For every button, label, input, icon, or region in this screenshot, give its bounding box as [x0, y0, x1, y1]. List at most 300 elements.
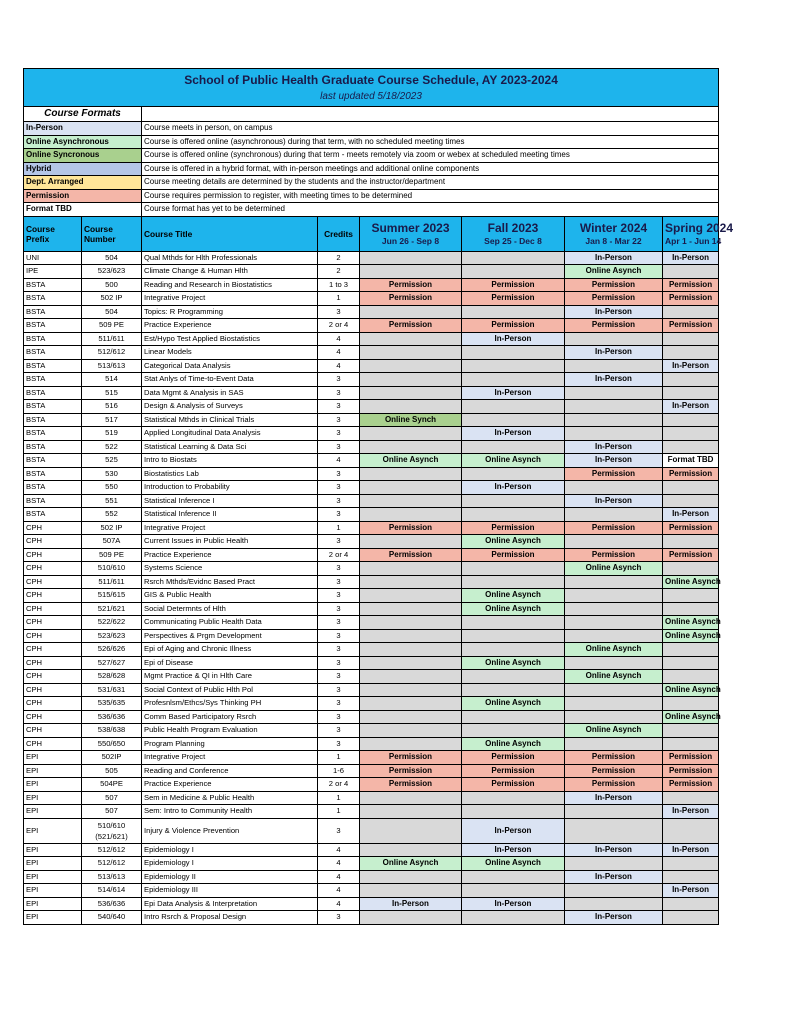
- term-offering-cell: [565, 710, 663, 724]
- format-name: Online Syncronous: [24, 149, 142, 163]
- term-offering-cell: Online Asynch: [565, 562, 663, 576]
- course-credits: 1: [318, 805, 360, 819]
- course-credits: 1: [318, 791, 360, 805]
- term-offering-cell: Online Asynch: [360, 857, 462, 871]
- course-title: Reading and Research in Biostatistics: [142, 278, 318, 292]
- term-offering-cell: [565, 589, 663, 603]
- course-prefix: CPH: [24, 697, 82, 711]
- course-number: 511/611: [82, 332, 142, 346]
- term-offering-cell: [360, 481, 462, 495]
- course-credits: 3: [318, 305, 360, 319]
- course-prefix: IPE: [24, 265, 82, 279]
- course-title: Statistical Mthds in Clinical Trials: [142, 413, 318, 427]
- course-title: Epidemiology II: [142, 870, 318, 884]
- term-offering-cell: Permission: [360, 278, 462, 292]
- term-offering-cell: [360, 805, 462, 819]
- course-number: 521/621: [82, 602, 142, 616]
- term-offering-cell: Online Asynch: [462, 656, 565, 670]
- course-prefix: BSTA: [24, 292, 82, 306]
- term-offering-cell: [663, 346, 719, 360]
- term-header: [360, 216, 462, 251]
- term-offering-cell: Permission: [462, 778, 565, 792]
- term-offering-cell: In-Person: [663, 251, 719, 265]
- course-credits: 1: [318, 292, 360, 306]
- term-offering-cell: [663, 494, 719, 508]
- course-prefix: CPH: [24, 602, 82, 616]
- term-name: Summer 2023: [371, 220, 450, 235]
- term-offering-cell: [360, 346, 462, 360]
- term-offering-cell: [565, 332, 663, 346]
- term-offering-cell: Permission: [565, 778, 663, 792]
- course-credits: 1: [318, 751, 360, 765]
- course-credits: 3: [318, 683, 360, 697]
- term-offering-cell: Permission: [360, 764, 462, 778]
- course-number: 509 PE: [82, 319, 142, 333]
- course-credits: 1 to 3: [318, 278, 360, 292]
- term-offering-cell: [360, 332, 462, 346]
- course-title: Epidemiology III: [142, 884, 318, 898]
- term-offering-cell: [360, 589, 462, 603]
- course-prefix: BSTA: [24, 481, 82, 495]
- term-offering-cell: [360, 629, 462, 643]
- term-offering-cell: [360, 710, 462, 724]
- term-offering-cell: [565, 508, 663, 522]
- course-row: [24, 870, 719, 884]
- course-number: 513/613: [82, 870, 142, 884]
- term-offering-cell: [663, 481, 719, 495]
- term-offering-cell: [462, 791, 565, 805]
- course-title: Linear Models: [142, 346, 318, 360]
- term-offering-cell: [462, 413, 565, 427]
- course-number: 507: [82, 805, 142, 819]
- course-number: 536/636: [82, 897, 142, 911]
- term-offering-cell: [360, 670, 462, 684]
- term-offering-cell: [462, 616, 565, 630]
- term-offering-cell: [360, 467, 462, 481]
- term-offering-cell: Online Asynch: [462, 737, 565, 751]
- course-number: 523/623: [82, 629, 142, 643]
- course-credits: 3: [318, 427, 360, 441]
- course-title: Communicating Public Health Data: [142, 616, 318, 630]
- course-row: [24, 710, 719, 724]
- course-number: 540/640: [82, 911, 142, 925]
- course-number: 513/613: [82, 359, 142, 373]
- course-number: 512/612: [82, 346, 142, 360]
- course-row: [24, 413, 719, 427]
- course-credits: 3: [318, 616, 360, 630]
- course-prefix: EPI: [24, 870, 82, 884]
- format-name: Hybrid: [24, 162, 142, 176]
- course-prefix: CPH: [24, 629, 82, 643]
- course-formats-heading: Course Formats: [24, 107, 142, 122]
- course-title: Epi Data Analysis & Interpretation: [142, 897, 318, 911]
- course-formats-spacer: [142, 107, 719, 122]
- course-credits: 3: [318, 818, 360, 843]
- page-title: School of Public Health Graduate Course Schedule, AY 2023-2024: [184, 73, 558, 87]
- term-offering-cell: Online Asynch: [565, 643, 663, 657]
- term-offering-cell: [360, 602, 462, 616]
- course-credits: 3: [318, 440, 360, 454]
- course-row: [24, 359, 719, 373]
- course-prefix: CPH: [24, 616, 82, 630]
- course-prefix: EPI: [24, 764, 82, 778]
- format-description: Course is offered online (asynchronous) during that term, with no scheduled meeting times: [142, 135, 719, 149]
- term-offering-cell: In-Person: [565, 454, 663, 468]
- format-name: In-Person: [24, 122, 142, 136]
- course-title: Perspectives & Prgm Development: [142, 629, 318, 643]
- course-credits: 3: [318, 575, 360, 589]
- term-offering-cell: [565, 413, 663, 427]
- term-offering-cell: Permission: [663, 778, 719, 792]
- course-title: Statistical Learning & Data Sci: [142, 440, 318, 454]
- course-row: [24, 643, 719, 657]
- term-offering-cell: [360, 494, 462, 508]
- course-credits: 3: [318, 643, 360, 657]
- term-offering-cell: In-Person: [565, 494, 663, 508]
- term-offering-cell: [663, 427, 719, 441]
- course-prefix: BSTA: [24, 319, 82, 333]
- course-credits: 3: [318, 400, 360, 414]
- course-row: [24, 724, 719, 738]
- term-offering-cell: [360, 683, 462, 697]
- course-prefix: EPI: [24, 857, 82, 871]
- course-prefix: CPH: [24, 737, 82, 751]
- course-credits: 4: [318, 454, 360, 468]
- course-credits: 3: [318, 911, 360, 925]
- course-prefix: EPI: [24, 897, 82, 911]
- course-number: 514/614: [82, 884, 142, 898]
- course-row: [24, 319, 719, 333]
- course-title: Intro to Biostats: [142, 454, 318, 468]
- term-offering-cell: [663, 857, 719, 871]
- term-offering-cell: Permission: [462, 292, 565, 306]
- course-number: 550: [82, 481, 142, 495]
- course-prefix: CPH: [24, 562, 82, 576]
- course-prefix: BSTA: [24, 373, 82, 387]
- course-number: 509 PE: [82, 548, 142, 562]
- course-row: [24, 278, 719, 292]
- term-offering-cell: [663, 911, 719, 925]
- course-number: 552: [82, 508, 142, 522]
- format-row: [24, 122, 719, 136]
- course-prefix: BSTA: [24, 454, 82, 468]
- term-offering-cell: Online Asynch: [462, 857, 565, 871]
- term-offering-cell: [663, 305, 719, 319]
- term-offering-cell: [360, 265, 462, 279]
- col-prefix-header: Course Prefix: [24, 216, 82, 251]
- course-row: [24, 575, 719, 589]
- course-prefix: BSTA: [24, 427, 82, 441]
- course-title: Comm Based Participatory Rsrch: [142, 710, 318, 724]
- course-prefix: CPH: [24, 656, 82, 670]
- term-offering-cell: In-Person: [462, 843, 565, 857]
- term-offering-cell: In-Person: [663, 508, 719, 522]
- course-credits: 2: [318, 265, 360, 279]
- term-offering-cell: [565, 805, 663, 819]
- term-offering-cell: [462, 870, 565, 884]
- course-prefix: CPH: [24, 683, 82, 697]
- course-number: 511/611: [82, 575, 142, 589]
- course-row: [24, 251, 719, 265]
- course-number: 517: [82, 413, 142, 427]
- course-prefix: UNI: [24, 251, 82, 265]
- course-prefix: EPI: [24, 884, 82, 898]
- term-offering-cell: [360, 251, 462, 265]
- course-prefix: EPI: [24, 818, 82, 843]
- term-offering-cell: In-Person: [663, 400, 719, 414]
- course-credits: 3: [318, 589, 360, 603]
- format-description: Course format has yet to be determined: [142, 203, 719, 217]
- course-row: [24, 332, 719, 346]
- course-prefix: BSTA: [24, 332, 82, 346]
- term-offering-cell: [360, 427, 462, 441]
- format-description: Course is offered online (synchronous) during that term - meets remotely via zoom or webex at scheduled meeting times: [142, 149, 719, 163]
- course-title: Practice Experience: [142, 548, 318, 562]
- course-row: [24, 791, 719, 805]
- term-offering-cell: [565, 884, 663, 898]
- course-credits: 4: [318, 843, 360, 857]
- course-prefix: EPI: [24, 791, 82, 805]
- course-number: 504PE: [82, 778, 142, 792]
- term-offering-cell: [663, 737, 719, 751]
- term-offering-cell: [663, 670, 719, 684]
- course-row: [24, 521, 719, 535]
- term-offering-cell: In-Person: [565, 440, 663, 454]
- term-offering-cell: [663, 697, 719, 711]
- course-credits: 3: [318, 602, 360, 616]
- course-prefix: BSTA: [24, 386, 82, 400]
- course-title: Categorical Data Analysis: [142, 359, 318, 373]
- course-row: [24, 265, 719, 279]
- course-number: 505: [82, 764, 142, 778]
- term-offering-cell: Online Asynch: [663, 710, 719, 724]
- course-number: 526/626: [82, 643, 142, 657]
- term-offering-cell: [462, 724, 565, 738]
- course-number: 522/622: [82, 616, 142, 630]
- course-number: 504: [82, 305, 142, 319]
- term-offering-cell: Permission: [360, 778, 462, 792]
- term-offering-cell: [462, 805, 565, 819]
- term-offering-cell: [462, 373, 565, 387]
- term-offering-cell: [565, 616, 663, 630]
- course-row: [24, 843, 719, 857]
- term-offering-cell: Online Asynch: [462, 454, 565, 468]
- format-row: [24, 149, 719, 163]
- course-row: [24, 440, 719, 454]
- course-prefix: BSTA: [24, 359, 82, 373]
- term-offering-cell: Online Asynch: [462, 602, 565, 616]
- term-header: [663, 216, 734, 251]
- term-offering-cell: [360, 643, 462, 657]
- term-offering-cell: [462, 305, 565, 319]
- term-offering-cell: Permission: [360, 292, 462, 306]
- course-number: 528/628: [82, 670, 142, 684]
- term-offering-cell: [462, 710, 565, 724]
- term-offering-cell: Permission: [360, 548, 462, 562]
- course-row: [24, 670, 719, 684]
- course-number: 536/636: [82, 710, 142, 724]
- format-row: [24, 176, 719, 190]
- course-row: [24, 589, 719, 603]
- course-prefix: BSTA: [24, 278, 82, 292]
- course-row: [24, 656, 719, 670]
- term-offering-cell: [663, 818, 719, 843]
- course-number: 551: [82, 494, 142, 508]
- course-credits: 3: [318, 535, 360, 549]
- title-banner: [24, 69, 719, 107]
- course-row: [24, 305, 719, 319]
- format-name: Online Asynchronous: [24, 135, 142, 149]
- term-offering-cell: [663, 589, 719, 603]
- term-offering-cell: In-Person: [462, 332, 565, 346]
- course-title: Sem: Intro to Community Health: [142, 805, 318, 819]
- course-title: Integrative Project: [142, 751, 318, 765]
- course-number: 510/610 (521/621): [82, 818, 142, 843]
- course-prefix: CPH: [24, 521, 82, 535]
- term-offering-cell: Online Asynch: [663, 575, 719, 589]
- course-credits: 3: [318, 562, 360, 576]
- term-offering-cell: [360, 843, 462, 857]
- course-credits: 4: [318, 332, 360, 346]
- format-row: [24, 189, 719, 203]
- term-offering-cell: [663, 897, 719, 911]
- course-number: 527/627: [82, 656, 142, 670]
- term-dates: Sep 25 - Dec 8: [484, 235, 542, 246]
- term-offering-cell: [462, 467, 565, 481]
- term-offering-cell: [462, 400, 565, 414]
- term-offering-cell: [360, 911, 462, 925]
- term-offering-cell: [663, 386, 719, 400]
- course-row: [24, 346, 719, 360]
- term-offering-cell: [360, 791, 462, 805]
- course-title: Reading and Conference: [142, 764, 318, 778]
- term-offering-cell: [462, 508, 565, 522]
- course-title: Applied Longitudinal Data Analysis: [142, 427, 318, 441]
- term-offering-cell: [360, 697, 462, 711]
- course-row: [24, 616, 719, 630]
- term-offering-cell: [565, 897, 663, 911]
- course-title: Social Determnts of Hlth: [142, 602, 318, 616]
- course-title: Profesnlsm/Ethcs/Sys Thinking PH: [142, 697, 318, 711]
- course-number: 504: [82, 251, 142, 265]
- term-offering-cell: Online Asynch: [462, 535, 565, 549]
- course-row: [24, 292, 719, 306]
- term-offering-cell: [663, 656, 719, 670]
- course-title: Statistical Inference I: [142, 494, 318, 508]
- course-prefix: EPI: [24, 751, 82, 765]
- term-offering-cell: [462, 629, 565, 643]
- term-offering-cell: [565, 697, 663, 711]
- course-row: [24, 548, 719, 562]
- term-offering-cell: Online Asynch: [462, 697, 565, 711]
- course-prefix: EPI: [24, 911, 82, 925]
- course-number: 512/612: [82, 843, 142, 857]
- course-prefix: CPH: [24, 589, 82, 603]
- course-credits: 3: [318, 494, 360, 508]
- course-number: 523/623: [82, 265, 142, 279]
- format-name: Format TBD: [24, 203, 142, 217]
- course-row: [24, 454, 719, 468]
- term-offering-cell: [462, 251, 565, 265]
- course-row: [24, 737, 719, 751]
- term-offering-cell: [360, 386, 462, 400]
- course-title: Intro Rsrch & Proposal Design: [142, 911, 318, 925]
- term-offering-cell: [360, 373, 462, 387]
- term-offering-cell: Permission: [565, 292, 663, 306]
- course-credits: 4: [318, 897, 360, 911]
- course-prefix: BSTA: [24, 467, 82, 481]
- course-prefix: BSTA: [24, 440, 82, 454]
- term-offering-cell: Format TBD: [663, 454, 719, 468]
- course-prefix: BSTA: [24, 400, 82, 414]
- course-prefix: BSTA: [24, 508, 82, 522]
- term-offering-cell: [663, 535, 719, 549]
- term-dates: Apr 1 - Jun 14: [665, 235, 722, 246]
- format-description: Course requires permission to register, with meeting times to be determined: [142, 189, 719, 203]
- term-offering-cell: [360, 508, 462, 522]
- course-credits: 3: [318, 656, 360, 670]
- term-offering-cell: [663, 643, 719, 657]
- term-offering-cell: [360, 616, 462, 630]
- term-offering-cell: Permission: [360, 751, 462, 765]
- course-title: Climate Change & Human Hlth: [142, 265, 318, 279]
- last-updated: last updated 5/18/2023: [320, 91, 422, 102]
- course-row: [24, 683, 719, 697]
- course-row: [24, 386, 719, 400]
- schedule-table: [23, 68, 734, 925]
- term-offering-cell: [360, 737, 462, 751]
- term-offering-cell: [663, 562, 719, 576]
- course-credits: 3: [318, 467, 360, 481]
- course-prefix: CPH: [24, 575, 82, 589]
- term-offering-cell: Permission: [462, 521, 565, 535]
- course-number: 516: [82, 400, 142, 414]
- course-prefix: EPI: [24, 805, 82, 819]
- course-title: Data Mgmt & Analysis in SAS: [142, 386, 318, 400]
- format-name: Permission: [24, 189, 142, 203]
- term-offering-cell: [565, 602, 663, 616]
- term-offering-cell: Permission: [565, 467, 663, 481]
- term-offering-cell: Online Asynch: [565, 265, 663, 279]
- course-title: Mgmt Practice & QI in Hlth Care: [142, 670, 318, 684]
- col-number-header: Course Number: [82, 216, 142, 251]
- term-offering-cell: Online Asynch: [565, 670, 663, 684]
- course-title: Epi of Disease: [142, 656, 318, 670]
- course-credits: 2 or 4: [318, 319, 360, 333]
- course-number: 515/615: [82, 589, 142, 603]
- course-credits: 3: [318, 724, 360, 738]
- course-row: [24, 508, 719, 522]
- format-row: [24, 203, 719, 217]
- term-offering-cell: In-Person: [663, 884, 719, 898]
- format-description: Course meets in person, on campus: [142, 122, 719, 136]
- course-number: 522: [82, 440, 142, 454]
- term-offering-cell: [360, 818, 462, 843]
- course-title: Integrative Project: [142, 521, 318, 535]
- term-offering-cell: Online Asynch: [462, 589, 565, 603]
- term-offering-cell: [565, 818, 663, 843]
- term-offering-cell: [565, 359, 663, 373]
- term-offering-cell: [462, 643, 565, 657]
- course-title: Biostatistics Lab: [142, 467, 318, 481]
- term-offering-cell: [462, 884, 565, 898]
- term-offering-cell: Permission: [360, 319, 462, 333]
- term-offering-cell: [565, 737, 663, 751]
- course-number: 500: [82, 278, 142, 292]
- course-credits: 4: [318, 359, 360, 373]
- term-offering-cell: In-Person: [462, 481, 565, 495]
- course-credits: 3: [318, 373, 360, 387]
